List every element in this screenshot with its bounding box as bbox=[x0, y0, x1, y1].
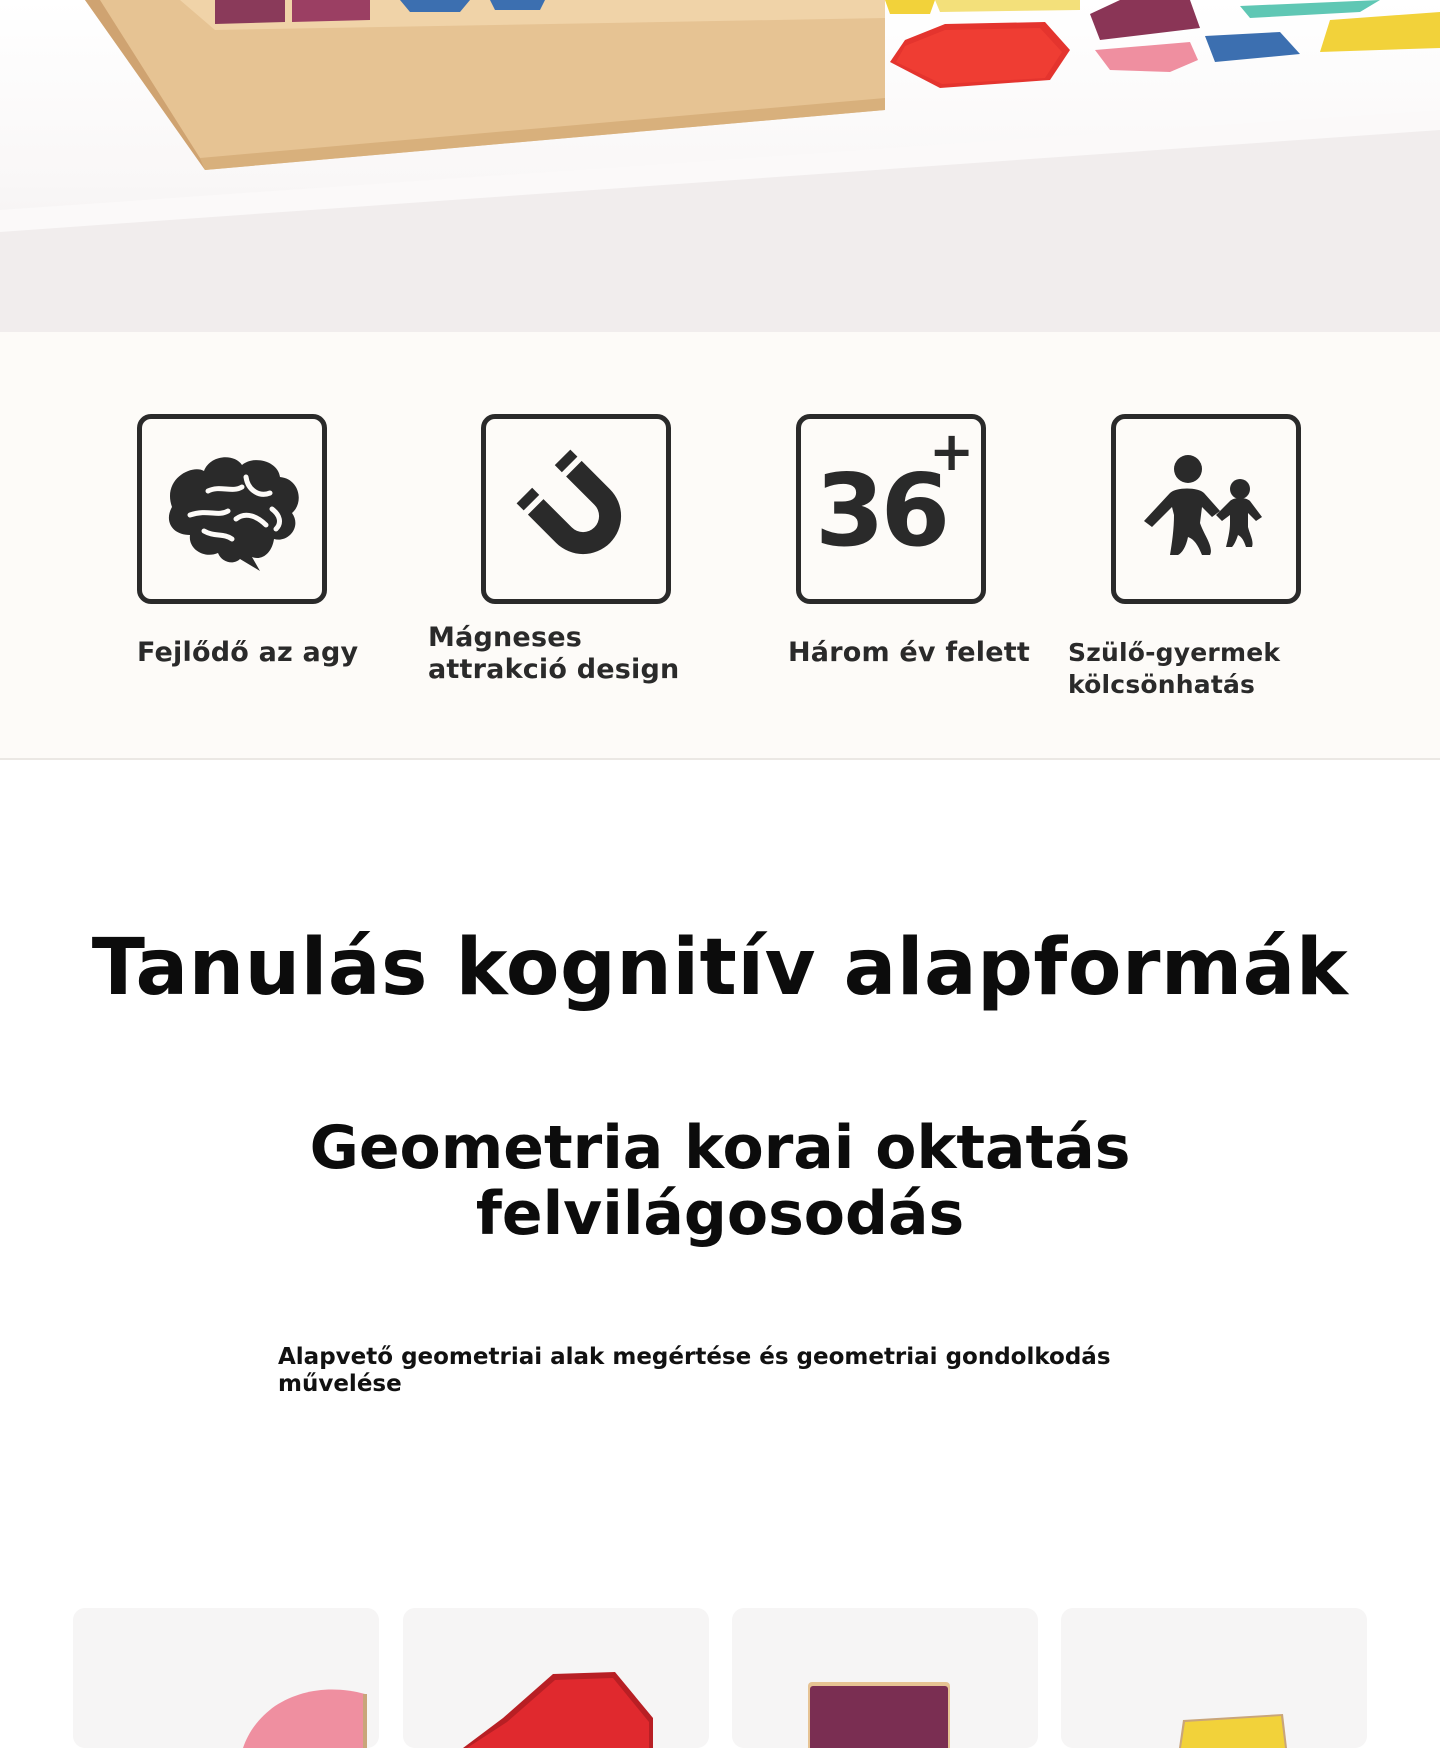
feature-label-parent-child: Szülő-gyermek kölcsönhatás bbox=[1068, 638, 1281, 699]
shape-card-square bbox=[732, 1608, 1038, 1748]
magnet-icon bbox=[481, 414, 671, 604]
age-badge-plus: + bbox=[929, 420, 975, 483]
brain-icon bbox=[137, 414, 327, 604]
section-subtitle: Geometria korai oktatás felvilágosodás bbox=[309, 1113, 1131, 1249]
hero-product-photo bbox=[0, 0, 1440, 332]
wooden-tray bbox=[85, 0, 885, 170]
feature-label-brain: Fejlődő az agy bbox=[137, 637, 359, 668]
age-badge-number: 36 bbox=[815, 452, 947, 569]
pink-semicircle-piece bbox=[243, 1690, 365, 1748]
features-band bbox=[0, 332, 1440, 760]
feature-label-magnet: Mágneses attrakció design bbox=[428, 622, 680, 685]
shape-card-semicircle bbox=[73, 1608, 379, 1748]
parent-child-icon bbox=[1111, 414, 1301, 604]
shape-card-hexagon bbox=[403, 1608, 709, 1748]
shape-card-rectangle bbox=[1061, 1608, 1367, 1748]
feature-label-age: Három év felett bbox=[788, 637, 1030, 668]
scattered-shape-pieces bbox=[885, 0, 1440, 88]
page-title: Tanulás kognitív alapformák bbox=[91, 923, 1349, 1013]
section-description: Alapvető geometriai alak megértése és geometriai gondolkodás művelése bbox=[278, 1344, 1111, 1397]
purple-square-piece bbox=[810, 1686, 948, 1748]
age-36-plus-icon bbox=[796, 414, 986, 604]
